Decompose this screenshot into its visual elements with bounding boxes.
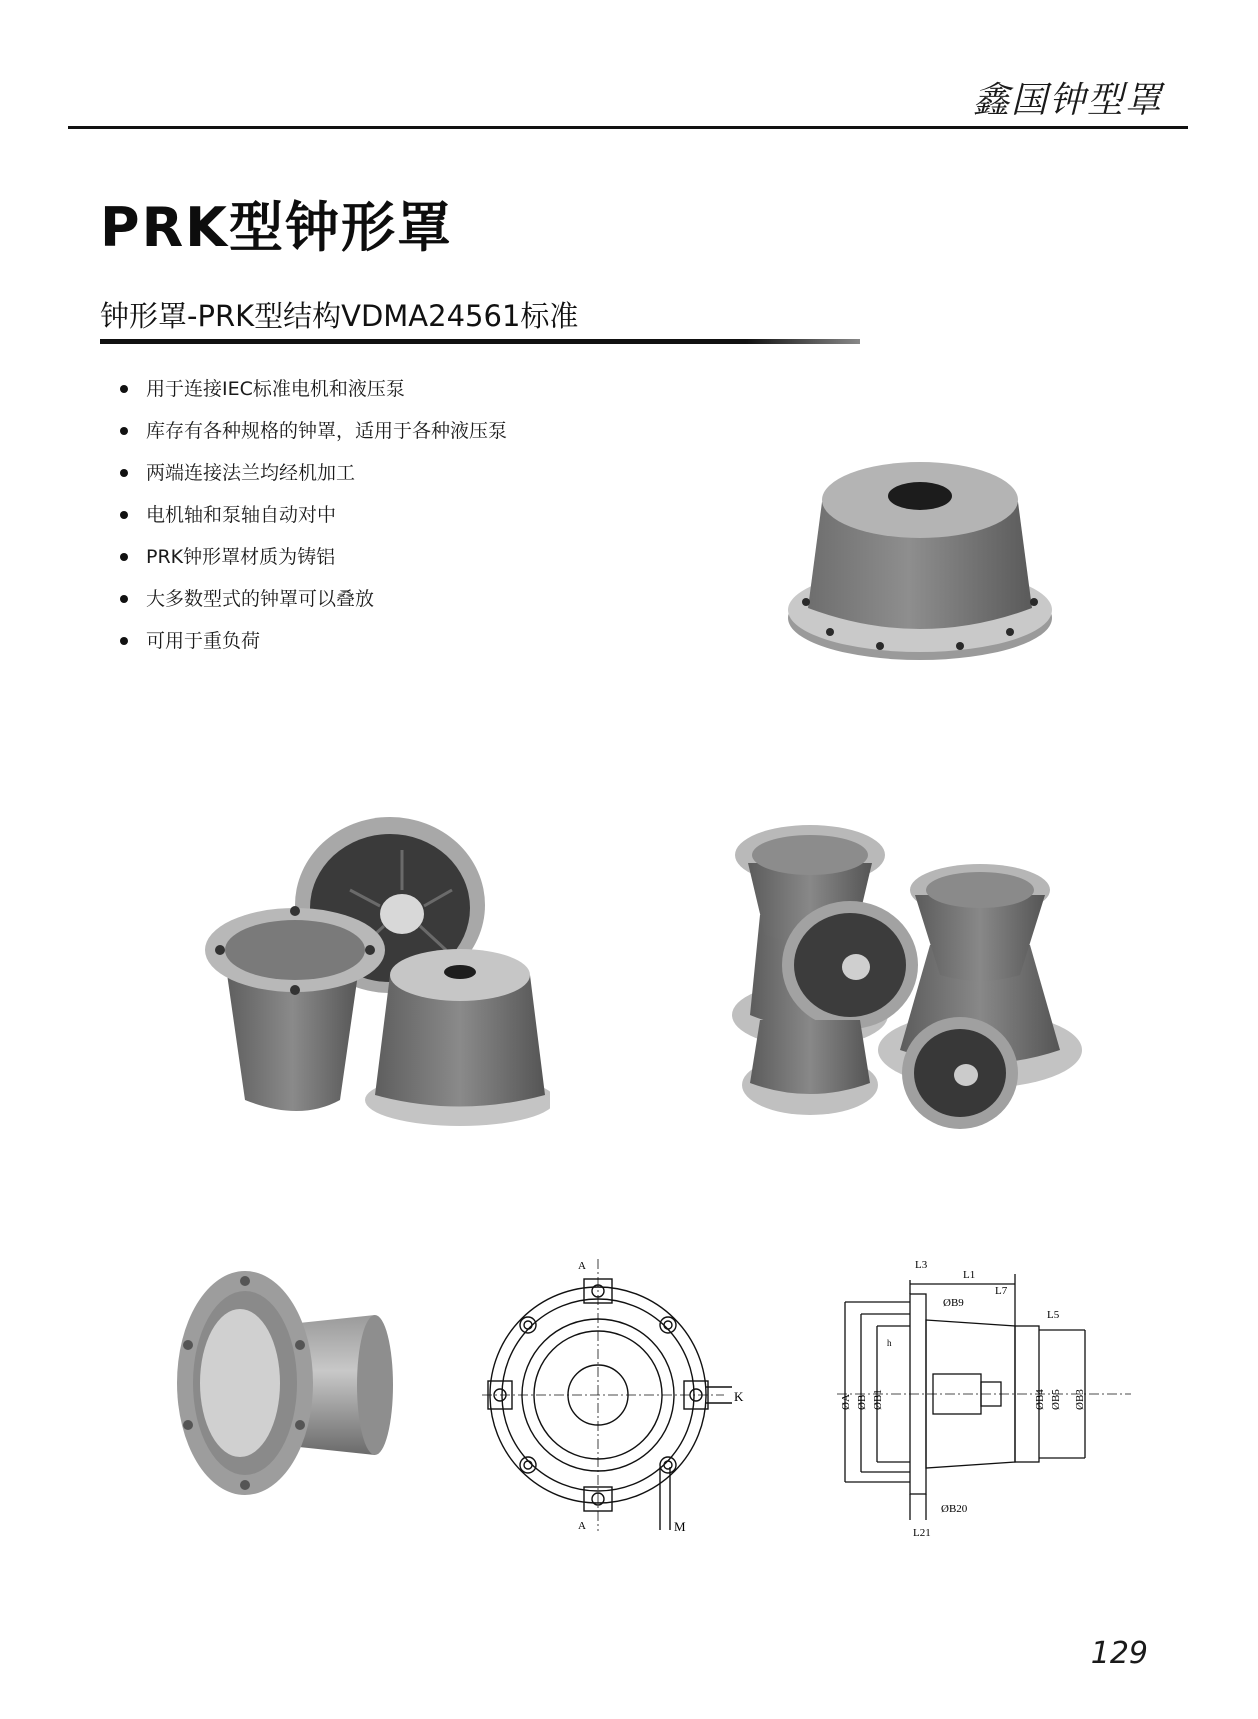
subtitle-rule: [100, 339, 860, 344]
housing-side-photo: [170, 1265, 410, 1495]
dimension-label: ØB1: [872, 1389, 884, 1410]
dimension-label: ØB3: [1074, 1389, 1086, 1410]
feature-item: 电机轴和泵轴自动对中: [118, 494, 507, 536]
bell-housing-photo: [780, 440, 1060, 680]
housing-group-photo: [190, 810, 550, 1130]
front-view-drawing: [480, 1255, 750, 1535]
side-view-drawing: [835, 1250, 1135, 1540]
dimension-label: L7: [995, 1285, 1008, 1297]
feature-item: 可用于重负荷: [118, 620, 507, 662]
stacked-housings-photo: [730, 815, 1090, 1135]
dimension-label: h: [887, 1338, 892, 1348]
dimension-label: ØB9: [943, 1297, 964, 1309]
section-label-a-top: A: [578, 1260, 586, 1272]
section-label-a-bottom: A: [578, 1520, 586, 1532]
feature-item: 两端连接法兰均经机加工: [118, 452, 507, 494]
dimension-label: ØA: [840, 1394, 852, 1410]
feature-item: 库存有各种规格的钟罩，适用于各种液压泵: [118, 410, 507, 452]
feature-item: 大多数型式的钟罩可以叠放: [118, 578, 507, 620]
dimension-label: L5: [1047, 1309, 1060, 1321]
dimension-label: ØB4: [1034, 1389, 1046, 1410]
header-rule: [68, 126, 1188, 129]
dimension-label: L1: [963, 1269, 976, 1281]
page-subtitle: 钟形罩-PRK型结构VDMA24561标准: [100, 299, 579, 333]
feature-list: [118, 368, 507, 662]
dimension-label-k: K: [734, 1389, 744, 1404]
dimension-label: ØB20: [941, 1503, 968, 1515]
dimension-label: ØB: [856, 1394, 868, 1410]
dimension-label: ØB5: [1050, 1389, 1062, 1410]
page-number: 129: [1090, 1636, 1148, 1671]
feature-item: PRK钟形罩材质为铸铝: [118, 536, 507, 578]
feature-item: 用于连接IEC标准电机和液压泵: [118, 368, 507, 410]
page-title: PRK型钟形罩: [100, 196, 454, 259]
dimension-label-m: M: [674, 1519, 686, 1534]
dimension-label: L3: [915, 1259, 928, 1271]
brand-header: 鑫国钟型罩: [972, 80, 1163, 121]
dimension-label: L21: [913, 1527, 931, 1539]
